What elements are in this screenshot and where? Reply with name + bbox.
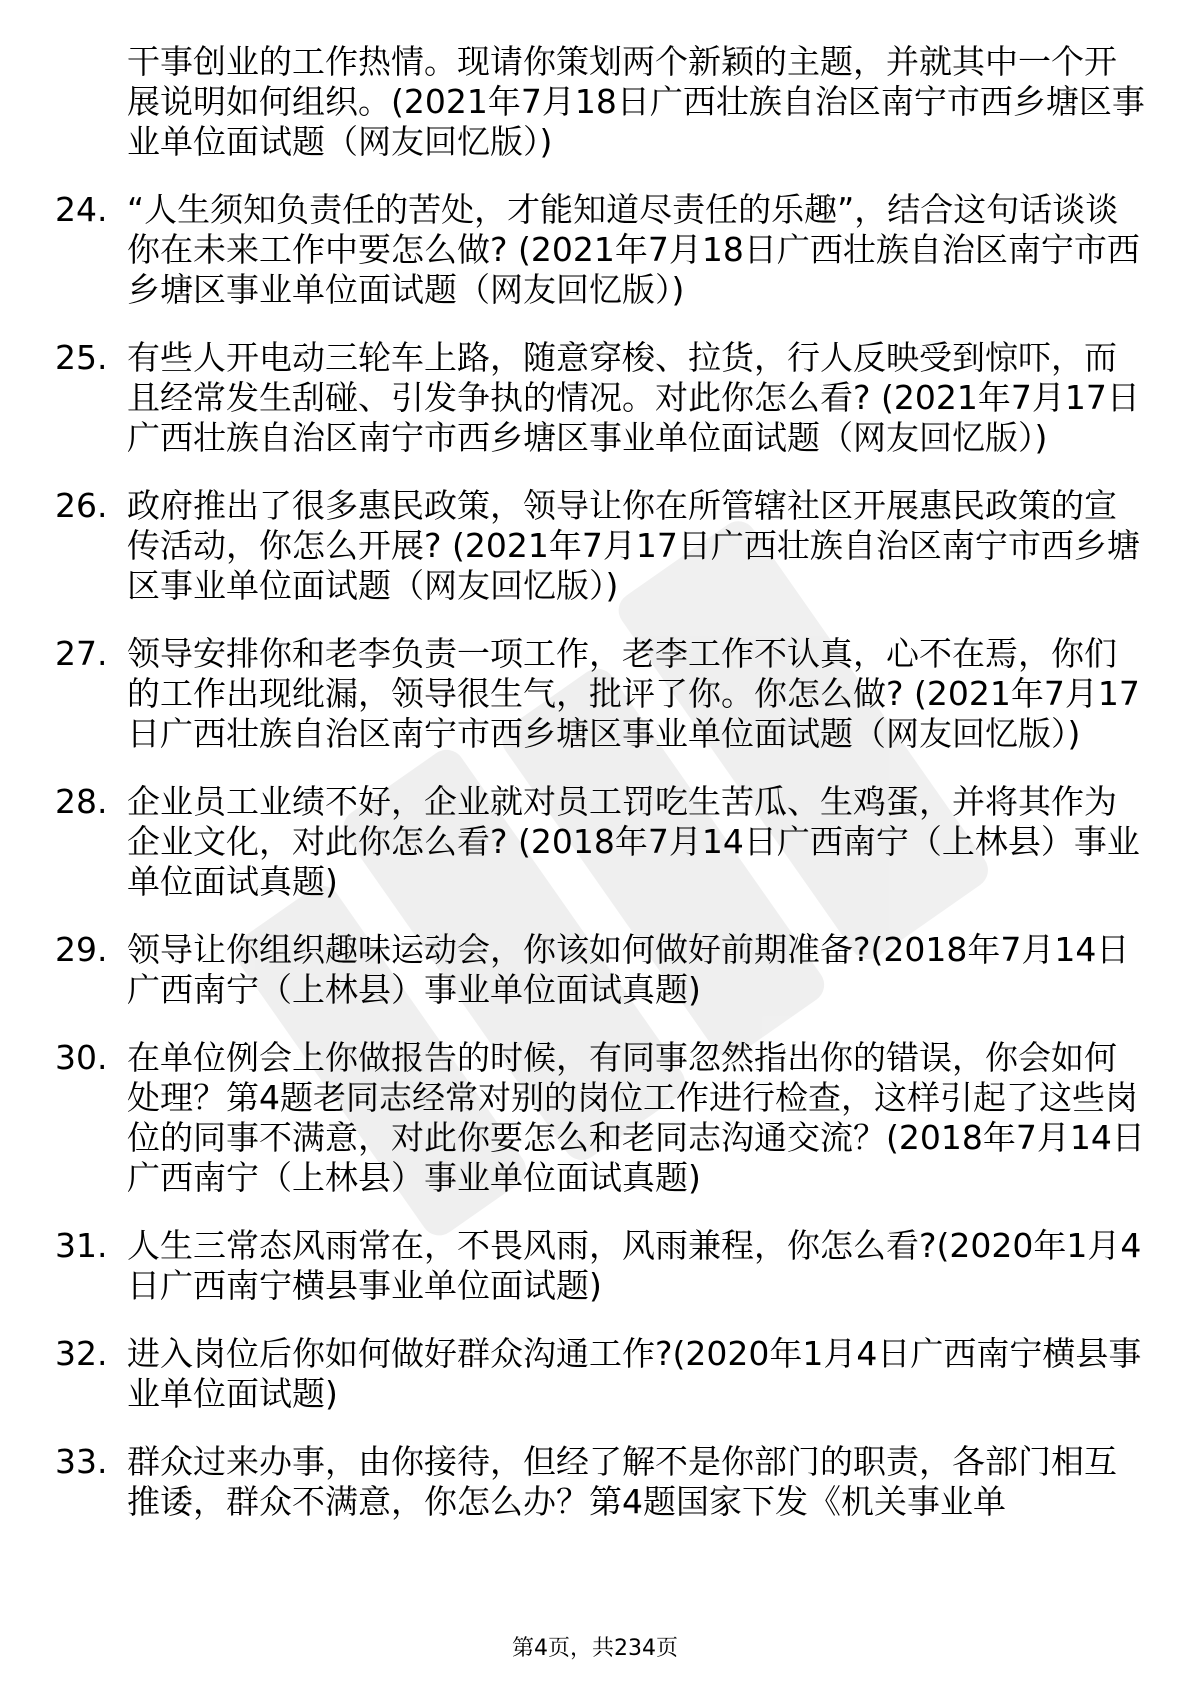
- item-text: 在单位例会上你做报告的时候，有同事忽然指出你的错误，你会如何处理？第4题老同志经常对别的岗位工作进行检查，这样引起了这些岗位的同事不满意，对此你要怎么和老同志沟通交流？(2018年7月14日广西南宁（上林县）事业单位面试真题): [127, 1038, 1145, 1197]
- list-item: [55, 1226, 1145, 1306]
- item-number: 30.: [55, 1038, 108, 1077]
- list-item: [55, 782, 1145, 902]
- item-text: 人生三常态风雨常在，不畏风雨，风雨兼程，你怎么看?(2020年1月4日广西南宁横县事业单位面试题): [127, 1226, 1142, 1305]
- list-item: [55, 338, 1145, 458]
- item-number: 29.: [55, 930, 108, 969]
- list-item: [55, 190, 1145, 310]
- question-list: [55, 42, 1145, 1550]
- item-number: 28.: [55, 782, 108, 821]
- item-text: 有些人开电动三轮车上路，随意穿梭、拉货，行人反映受到惊吓，而且经常发生刮碰、引发争执的情况。对此你怎么看? (2021年7月17日广西壮族自治区南宁市西乡塘区事业单位面试题（网友回忆版）): [127, 338, 1140, 457]
- list-item: [55, 930, 1145, 1010]
- item-number: 33.: [55, 1442, 108, 1481]
- list-item: [55, 634, 1145, 754]
- list-item: [55, 1334, 1145, 1414]
- item-number: 24.: [55, 190, 108, 229]
- item-number: 25.: [55, 338, 108, 377]
- item-number: 27.: [55, 634, 108, 673]
- item-text: “人生须知负责任的苦处，才能知道尽责任的乐趣”，结合这句话谈谈你在未来工作中要怎么做? (2021年7月18日广西壮族自治区南宁市西乡塘区事业单位面试题（网友回忆版）): [127, 190, 1140, 309]
- item-number: 32.: [55, 1334, 108, 1373]
- item-number: 26.: [55, 486, 108, 525]
- page-footer: 第4页，共234页: [512, 1636, 678, 1661]
- item-text: 政府推出了很多惠民政策，领导让你在所管辖社区开展惠民政策的宣传活动，你怎么开展? (2021年7月17日广西壮族自治区南宁市西乡塘区事业单位面试题（网友回忆版）): [127, 486, 1140, 605]
- continuation-paragraph: 干事创业的工作热情。现请你策划两个新颖的主题，并就其中一个开展说明如何组织。(2021年7月18日广西壮族自治区南宁市西乡塘区事业单位面试题（网友回忆版）): [127, 42, 1145, 161]
- item-text: 群众过来办事，由你接待，但经了解不是你部门的职责，各部门相互推诿，群众不满意，你怎么办？第4题国家下发《机关事业单: [127, 1442, 1117, 1521]
- list-item: [55, 1442, 1145, 1522]
- item-text: 企业员工业绩不好，企业就对员工罚吃生苦瓜、生鸡蛋，并将其作为企业文化，对此你怎么看? (2018年7月14日广西南宁（上林县）事业单位面试真题): [127, 782, 1140, 901]
- item-text: 进入岗位后你如何做好群众沟通工作?(2020年1月4日广西南宁横县事业单位面试题): [127, 1334, 1142, 1413]
- list-item: [55, 1038, 1145, 1198]
- item-text: 领导安排你和老李负责一项工作，老李工作不认真，心不在焉，你们的工作出现纰漏，领导很生气，批评了你。你怎么做? (2021年7月17日广西壮族自治区南宁市西乡塘区事业单位面试题（网友回忆版）): [127, 634, 1140, 753]
- list-item: [55, 486, 1145, 606]
- item-text: 领导让你组织趣味运动会，你该如何做好前期准备?(2018年7月14日广西南宁（上林县）事业单位面试真题): [127, 930, 1130, 1009]
- item-number: 31.: [55, 1226, 108, 1265]
